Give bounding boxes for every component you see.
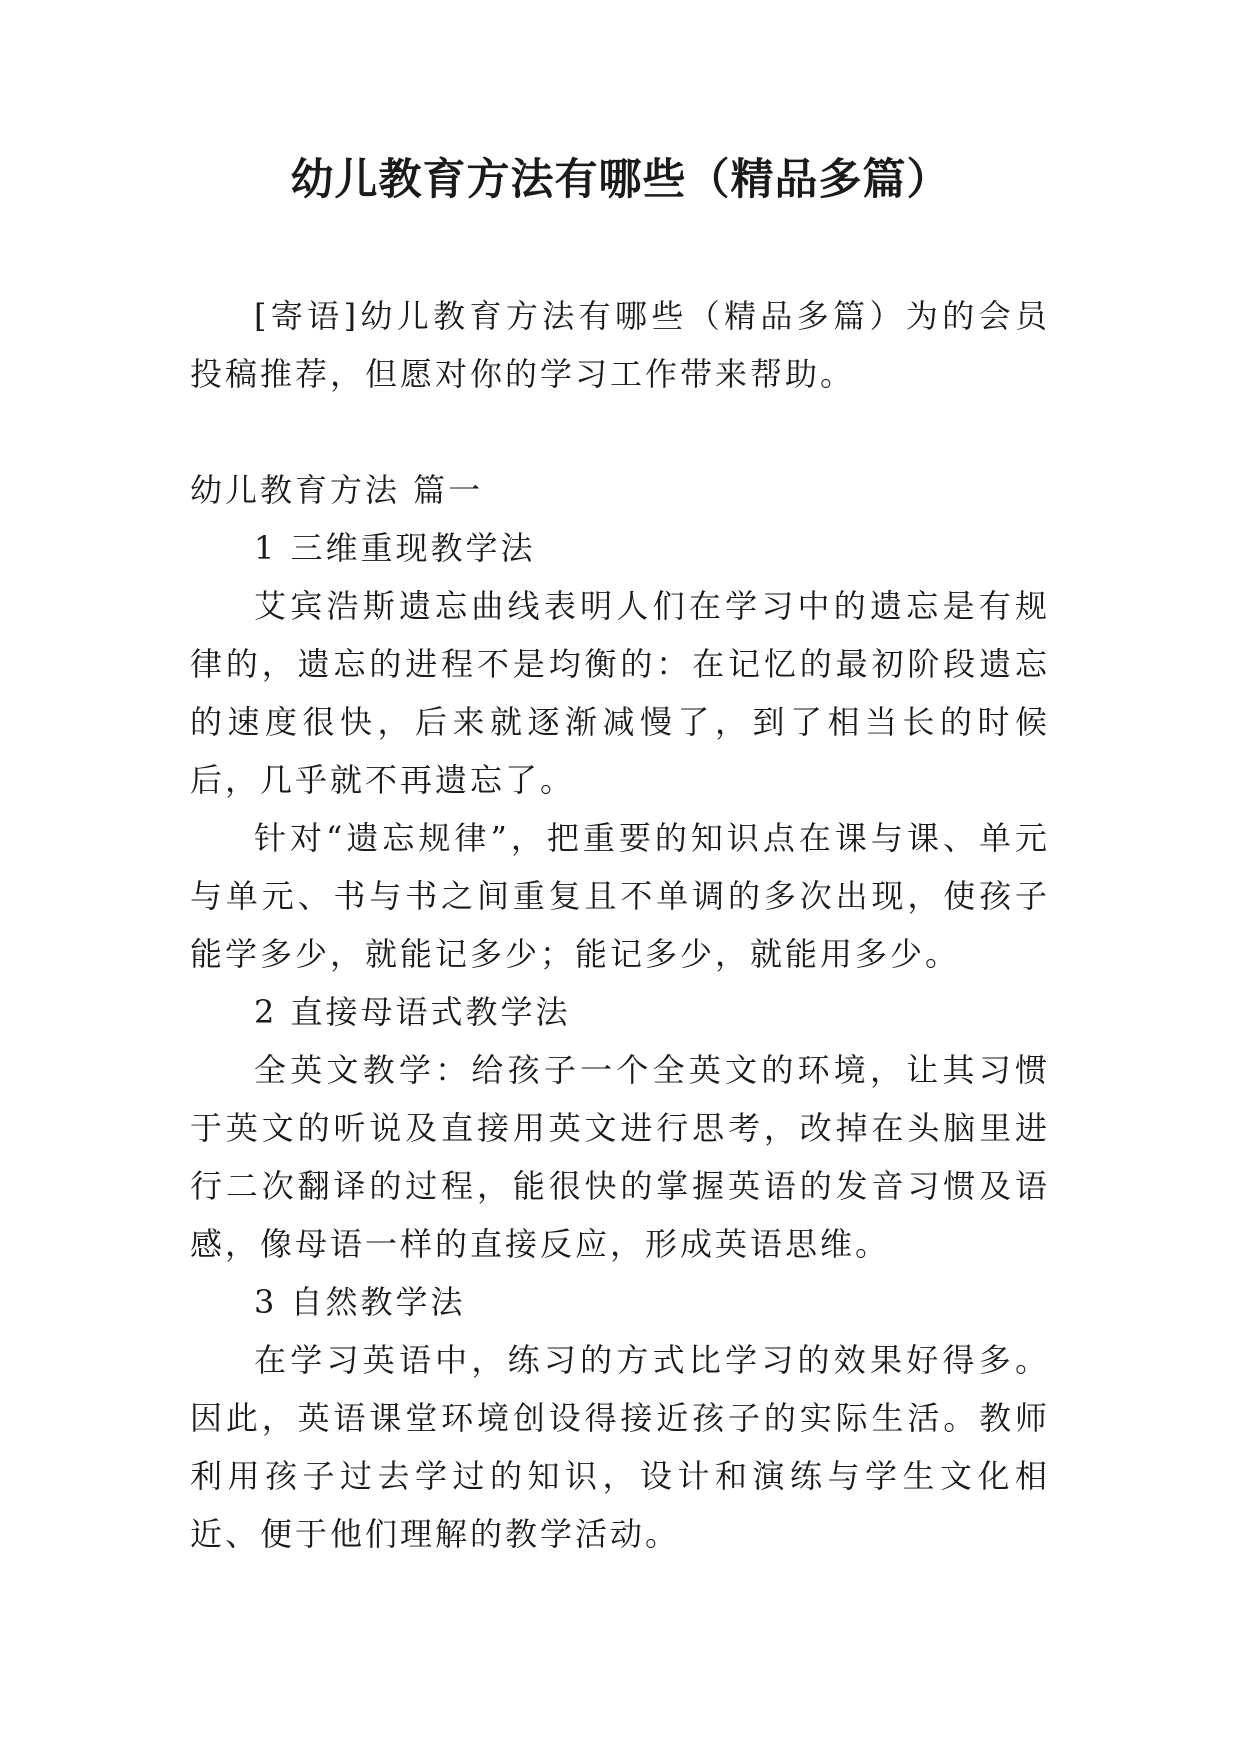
intro-paragraph: [寄语]幼儿教育方法有哪些（精品多篇）为的会员投稿推荐，但愿对你的学习工作带来帮助。 [190,297,1050,393]
body-paragraph-3: 全英文教学：给孩子一个全英文的环境，让其习惯于英文的听说及直接用英文进行思考，改掉在头脑里进行二次翻译的过程，能很快的掌握英语的发音习惯及语感，像母语一样的直接反应，形成英语思维。 [190,1051,1050,1263]
subheading-3: 3 自然教学法 [254,1283,466,1321]
body-paragraph-1: 艾宾浩斯遗忘曲线表明人们在学习中的遗忘是有规律的，遗忘的进程不是均衡的：在记忆的最初阶段遗忘的速度很快，后来就逐渐减慢了，到了相当长的时候后，几乎就不再遗忘了。 [190,587,1050,799]
subheading-2: 2 直接母语式教学法 [254,993,571,1031]
document-body [190,287,1050,1563]
subheading-1: 1 三维重现教学法 [254,529,536,567]
body-paragraph-2: 针对“遗忘规律”，把重要的知识点在课与课、单元与单元、书与书之间重复且不单调的多次出现，使孩子能学多少，就能记多少；能记多少，就能用多少。 [190,819,1050,973]
body-paragraph-4: 在学习英语中，练习的方式比学习的效果好得多。因此，英语课堂环境创设得接近孩子的实际生活。教师利用孩子过去学过的知识，设计和演练与学生文化相近、便于他们理解的教学活动。 [190,1341,1050,1553]
section-heading: 幼儿教育方法 篇一 [190,471,484,509]
document-title: 幼儿教育方法有哪些（精品多篇） [290,155,951,205]
